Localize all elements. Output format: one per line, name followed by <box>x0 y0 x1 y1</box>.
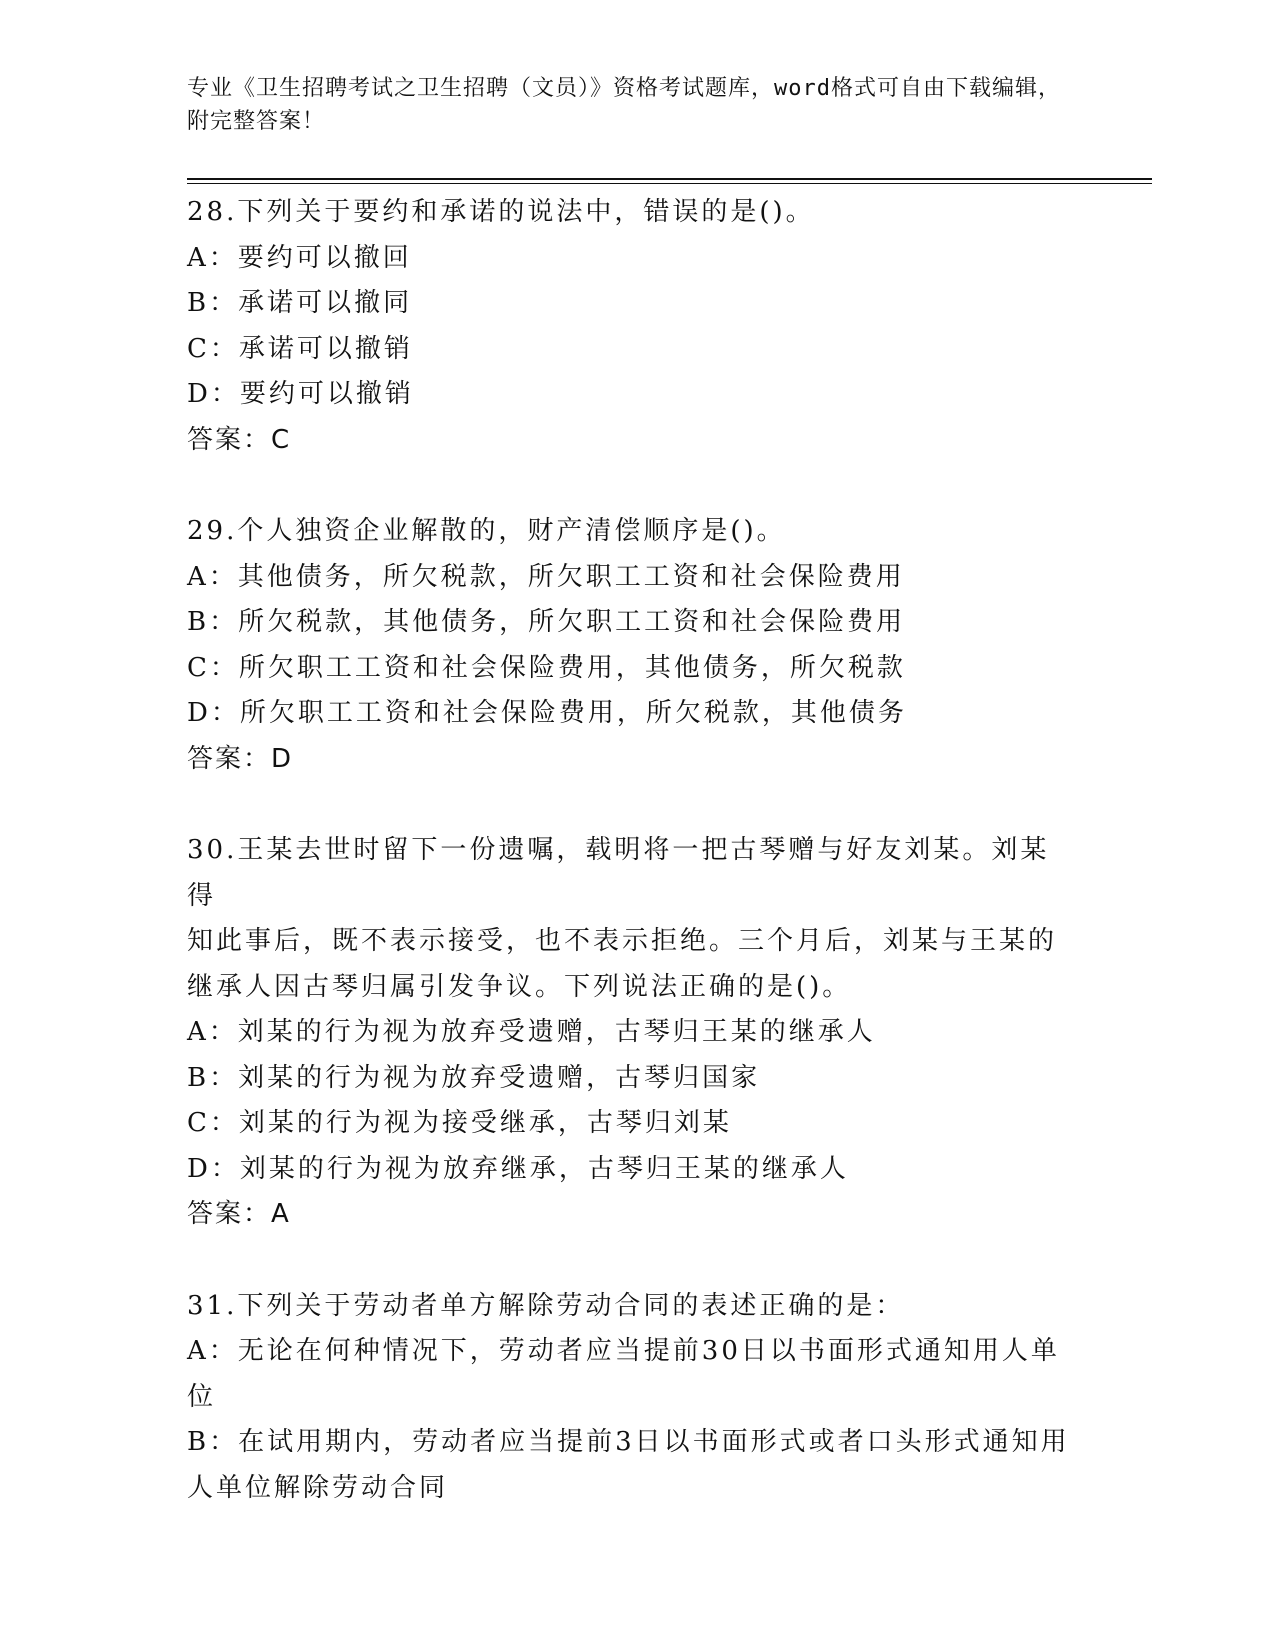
option-a: A：刘某的行为视为放弃受遗赠，古琴归王某的继承人 <box>187 1017 876 1047</box>
question-stem: 29.个人独资企业解散的，财产清偿顺序是()。 <box>187 516 786 546</box>
question-list <box>187 190 1077 1511</box>
question-stem: 继承人因古琴归属引发争议。下列说法正确的是()。 <box>187 971 852 1002</box>
option-b: 人单位解除劳动合同 <box>187 1472 449 1503</box>
option-b: B：刘某的行为视为放弃受遗赠，古琴归国家 <box>187 1062 761 1093</box>
spacer <box>187 782 1077 828</box>
option-b: B：承诺可以撤同 <box>187 288 413 318</box>
question-block <box>187 509 1077 782</box>
option-a: A：要约可以撤回 <box>187 242 412 273</box>
question-block <box>187 828 1077 1238</box>
option-a: A：其他债务，所欠税款，所欠职工工资和社会保险费用 <box>187 561 905 592</box>
document-header: 专业《卫生招聘考试之卫生招聘（文员）》资格考试题库，word格式可自由下载编辑，附完整答案！ <box>187 76 1061 134</box>
header-divider-thick <box>187 178 1152 180</box>
header-divider-thin <box>187 183 1152 184</box>
option-d: D：所欠职工工资和社会保险费用，所欠税款，其他债务 <box>187 698 907 728</box>
question-block <box>187 190 1077 463</box>
option-c: C：刘某的行为视为接受继承，古琴归刘某 <box>187 1108 732 1138</box>
answer-label: 答案：A <box>187 1199 291 1229</box>
option-a: 位 <box>187 1381 217 1412</box>
question-stem: 28.下列关于要约和承诺的说法中，错误的是()。 <box>187 197 815 227</box>
question-stem: 31.下列关于劳动者单方解除劳动合同的表述正确的是： <box>187 1290 905 1321</box>
option-c: C：所欠职工工资和社会保险费用，其他债务，所欠税款 <box>187 652 906 683</box>
spacer <box>187 463 1077 509</box>
question-block <box>187 1284 1077 1512</box>
question-stem: 知此事后，既不表示接受，也不表示拒绝。三个月后，刘某与王某的 <box>187 926 1058 956</box>
spacer <box>187 1238 1077 1284</box>
answer-label: 答案：C <box>187 424 292 455</box>
option-a: A：无论在何种情况下，劳动者应当提前30日以书面形式通知用人单 <box>187 1336 1060 1366</box>
option-d: D：刘某的行为视为放弃继承，古琴归王某的继承人 <box>187 1153 849 1184</box>
option-d: D：要约可以撤销 <box>187 379 414 409</box>
option-b: B：在试用期内，劳动者应当提前3日以书面形式或者口头形式通知用 <box>187 1427 1070 1457</box>
option-c: C：承诺可以撤销 <box>187 333 413 364</box>
answer-label: 答案：D <box>187 743 294 774</box>
option-b: B：所欠税款，其他债务，所欠职工工资和社会保险费用 <box>187 607 906 637</box>
question-stem: 30.王某去世时留下一份遗嘱，载明将一把古琴赠与好友刘某。刘某得 <box>187 835 1050 911</box>
